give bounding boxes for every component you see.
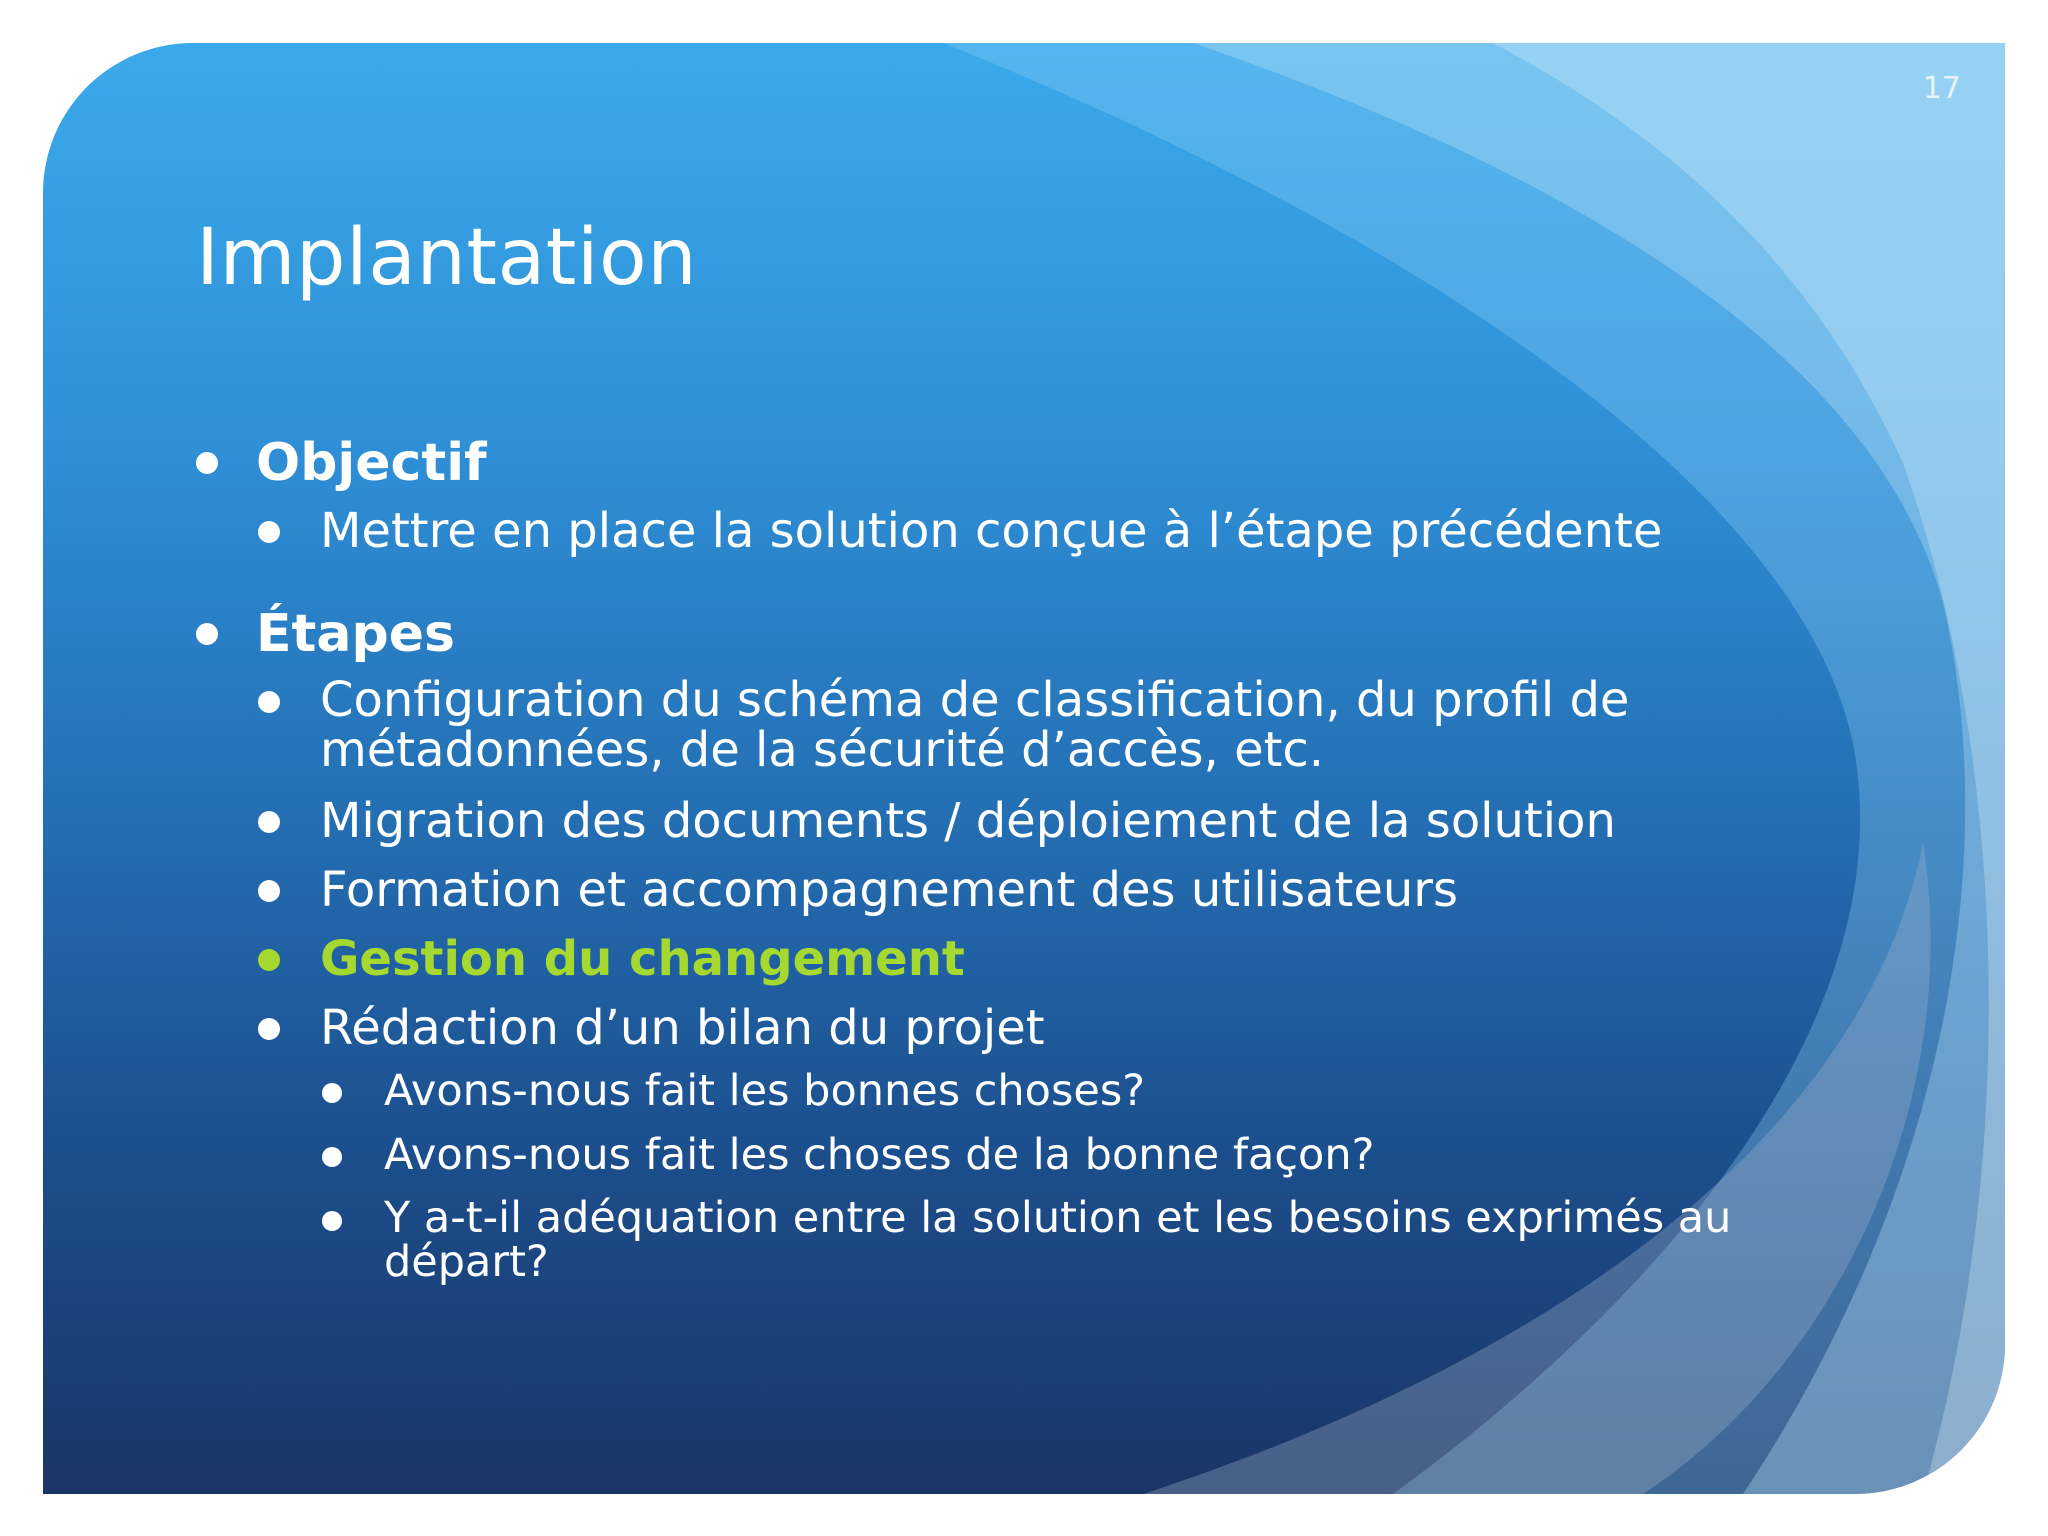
bullet-dot-icon [258,880,280,902]
bullet-sub-text: Gestion du changement [320,931,965,987]
slide [43,43,2005,1494]
bullet-dot-icon [322,1147,342,1167]
bullet-sub-text: Mettre en place la solution conçue à l’étape précédente [320,503,1663,559]
slide-number: 17 [1922,71,1961,106]
bullet-sub-item [258,672,1836,778]
bullet-sub-text: Configuration du schéma de classification, du profil de métadonnées, de la sécurité d’accès, etc. [320,672,1630,778]
bullet-dot-icon [322,1083,342,1103]
bullet-sub-item [258,864,1836,916]
bullet-sub-text: Migration des documents / déploiement de la solution [320,793,1616,849]
bullet-sub-text: Rédaction d’un bilan du projet [320,1000,1045,1056]
bullet-sub-item-highlighted [258,933,1836,985]
bullet-sub-sub-item [322,1193,1836,1287]
bullet-sub-text: Formation et accompagnement des utilisateurs [320,862,1459,918]
bullet-dot-icon [258,1018,280,1040]
bullet-etapes [196,604,1836,664]
bullet-dot-icon [258,521,280,543]
bullet-label: Étapes [256,604,455,664]
bullet-sub-sub-item [322,1132,1836,1179]
bullet-list [196,433,1836,1287]
bullet-dot-icon [258,691,280,713]
slide-title: Implantation [196,213,698,303]
bullet-sub-sub-item [322,1068,1836,1115]
bullet-dot-icon [258,811,280,833]
bullet-sub-sub-text: Avons-nous fait les choses de la bonne façon? [384,1130,1375,1180]
bullet-sub-sub-text: Avons-nous fait les bonnes choses? [384,1066,1146,1116]
bullet-label: Objectif [256,433,487,493]
bullet-sub-item [258,795,1836,847]
bullet-sub-item [258,505,1836,557]
bullet-dot-icon [196,623,218,645]
bullet-dot-icon [322,1211,342,1231]
bullet-sub-sub-text: Y a-t-il adéquation entre la solution et les besoins exprimés au départ? [384,1193,1732,1287]
bullet-dot-icon [258,949,280,971]
bullet-objectif [196,433,1836,493]
bullet-sub-item [258,1002,1836,1054]
bullet-dot-icon [196,452,218,474]
